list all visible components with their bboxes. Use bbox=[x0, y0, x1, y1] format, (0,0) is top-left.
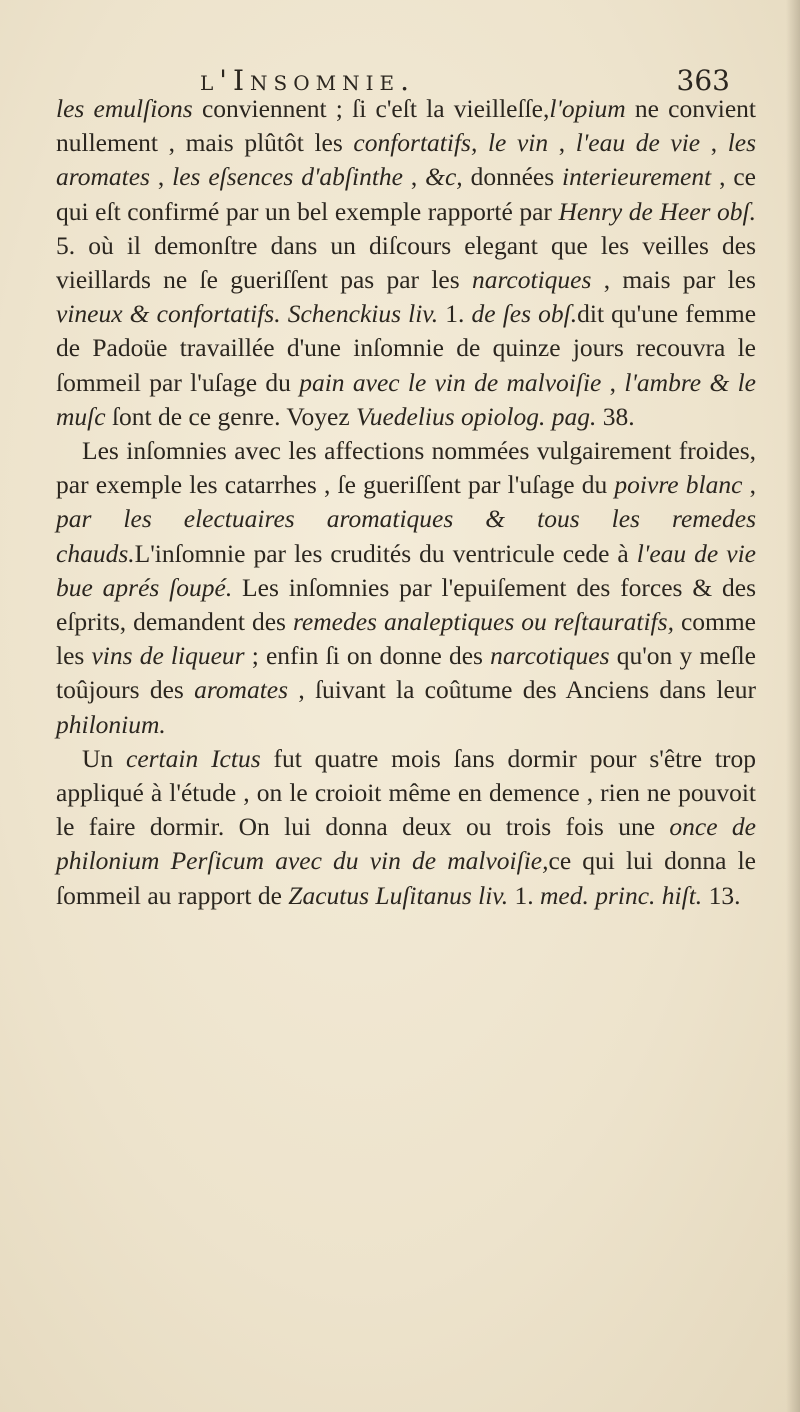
italic-text-run: vineux & confortatifs. bbox=[56, 299, 281, 329]
italic-text-run: les eſsences d'abſinthe bbox=[172, 162, 403, 192]
text-run: , ce qui eſt confirmé par un bel exemple rapporté par bbox=[56, 162, 756, 226]
italic-text-run: once de philonium Perſicum avec du vin de malvoiſie, bbox=[56, 812, 756, 876]
text-run bbox=[477, 128, 488, 157]
italic-text-run: les aromates bbox=[56, 128, 757, 192]
italic-text-run: de ſes obſ. bbox=[471, 299, 578, 329]
text-run bbox=[281, 299, 288, 328]
italic-text-run: certain Ictus bbox=[126, 743, 261, 773]
italic-text-run: l'opium bbox=[549, 94, 626, 123]
text-run: , bbox=[402, 162, 426, 192]
text-run: dit qu'une femme de Padoüe travaillée d'une inſomnie de quinze jours recouvra le ſommeil par l'uſage du bbox=[56, 299, 757, 397]
text-run: L'inſomnie par les crudités du ventricule cede à bbox=[134, 538, 637, 568]
text-run: , bbox=[601, 367, 625, 397]
text-run: , mais par les bbox=[591, 265, 756, 295]
italic-text-run: le vin bbox=[487, 128, 549, 158]
text-run: , bbox=[700, 128, 728, 158]
italic-text-run: med. princ. hiſt. bbox=[539, 880, 703, 910]
italic-text-run: narcotiques bbox=[471, 265, 592, 295]
italic-text-run: Schenckius liv. bbox=[287, 299, 439, 329]
text-run: Un bbox=[82, 743, 126, 773]
text-run: qu'on y meſle toûjours des bbox=[56, 641, 756, 705]
text-run: , ſuivant la coûtume des Anciens dans leur bbox=[288, 675, 756, 705]
italic-text-run: l'eau de vie bue aprés ſoupé. bbox=[56, 538, 756, 602]
text-run: ne convient nullement , mais plûtôt les bbox=[56, 94, 756, 158]
text-run: ce qui lui donna le ſommeil au rapport de bbox=[56, 846, 756, 910]
text-run: ſont de ce genre. Voyez bbox=[105, 401, 357, 431]
text-run: fut quatre mois ſans dormir pour s'être trop appliqué à l'étude , on le croioit même en demence , rien ne pouvoit le faire dormir. On lui donna deux ou trois fois une bbox=[56, 743, 756, 842]
italic-text-run: narcotiques bbox=[490, 641, 610, 671]
italic-text-run: confortatifs, bbox=[353, 128, 478, 158]
italic-text-run: l'eau de vie bbox=[575, 128, 701, 158]
text-run: 5. où il demonſtre dans un diſcours elegant que les veilles des vieillards ne ſe gueriſſent pas par les bbox=[56, 230, 756, 295]
text-run: , bbox=[548, 128, 576, 158]
text-run: 1. bbox=[438, 299, 472, 329]
italic-text-run: vins de liqueur bbox=[91, 641, 245, 671]
paragraph bbox=[56, 434, 756, 742]
italic-text-run: l'ambre & le muſc bbox=[56, 367, 756, 431]
italic-text-run: &c, bbox=[425, 162, 463, 192]
page-edge-shadow bbox=[786, 0, 800, 1412]
italic-text-run: interieurement bbox=[562, 162, 712, 192]
text-run: ; enfin ſi on donne des bbox=[244, 641, 491, 671]
text-run: comme les bbox=[56, 607, 756, 671]
italic-text-run: poivre blanc bbox=[614, 470, 743, 500]
page-number: 363 bbox=[676, 64, 730, 97]
paragraph bbox=[56, 92, 756, 434]
text-run: , bbox=[149, 162, 173, 192]
italic-text-run: aromates bbox=[194, 675, 289, 705]
text-run: 38. bbox=[596, 401, 635, 431]
text-run: conviennent ; ſi c'eſt la vieilleſſe, bbox=[192, 94, 550, 123]
running-title: l'Insomnie. bbox=[200, 64, 416, 97]
text-run: , bbox=[742, 470, 756, 500]
text-run: données bbox=[462, 162, 563, 192]
body-text bbox=[56, 92, 756, 913]
italic-text-run: pain avec le vin de malvoiſie bbox=[299, 367, 602, 397]
text-run: Les inſomnies par l'epuiſement des forces & des eſprits, demandent des bbox=[56, 572, 756, 637]
italic-text-run: les emulſions bbox=[56, 94, 193, 123]
italic-text-run: philonium. bbox=[56, 709, 166, 739]
italic-text-run: remedes analeptiques ou reſtauratifs, bbox=[292, 607, 674, 637]
italic-text-run: Henry de Heer obſ. bbox=[558, 196, 756, 226]
italic-text-run: Zacutus Luſitanus liv. bbox=[288, 880, 509, 910]
text-run: 13. bbox=[702, 880, 741, 910]
italic-text-run: Vuedelius opiolog. pag. bbox=[356, 401, 597, 431]
paragraph bbox=[56, 742, 756, 913]
italic-text-run: par les electuaires aromatiques & tous les remedes chauds. bbox=[56, 504, 756, 568]
text-run: 1. bbox=[508, 880, 540, 910]
text-run: Les inſomnies avec les affections nommées vulgairement froides, par exemple les catarrhes , ſe gueriſſent par l'uſage du bbox=[56, 436, 756, 500]
